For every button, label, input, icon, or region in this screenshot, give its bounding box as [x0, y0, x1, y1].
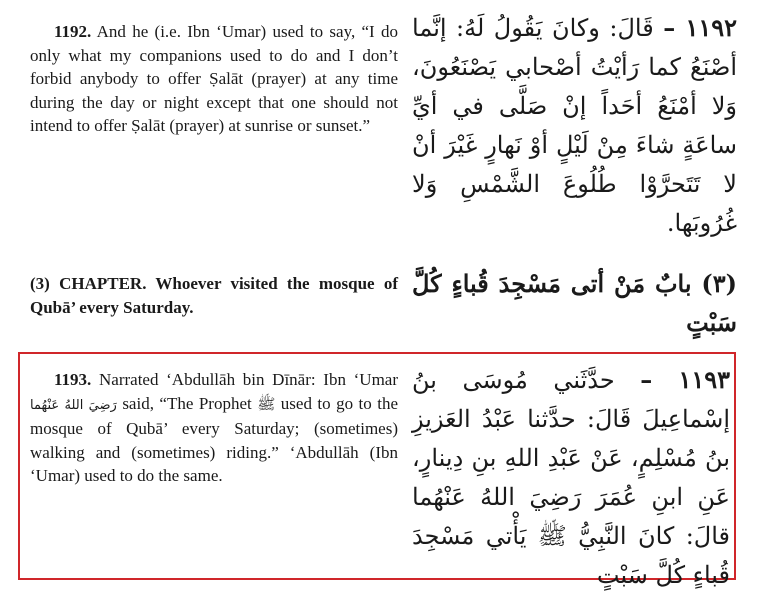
hadith-number: 1193. [54, 370, 92, 389]
hadith-text-part: used to go to the mosque of Qubā’ every Saturday; (sometimes) walking and (sometimes) riding.” ‘Abdullāh (Ibn ‘Umar) used to do the same. [30, 393, 399, 485]
arabic-chapter-title: (٣) بابٌ مَنْ أتى مَسْجِدَ قُباءٍ كُلَّ سَبْتٍ [412, 269, 737, 337]
hadith-1192-arabic [412, 8, 737, 243]
hadith-text: And he (i.e. Ibn ‘Umar) used to say, “I do only what my companions used to do and I don’t forbid anybody to offer Ṣalāt (prayer) at any time during the day or night except that one should not intend to offer Ṣalāt (prayer) at sunrise or sunset.” [30, 22, 398, 135]
hadith-1193-arabic [412, 360, 730, 595]
hadith-number: 1192. [54, 22, 92, 41]
honorific-prophet: ﷺ [257, 394, 276, 413]
chapter-heading-arabic [412, 264, 737, 342]
arabic-hadith-number: ١١٩٣ – [640, 365, 730, 394]
hadith-text-part: said, “The Prophet [122, 393, 252, 413]
chapter-heading-english [30, 272, 398, 319]
arabic-hadith-text: قَالَ: وكانَ يَقُولُ لَهُ: إنَّما أصْنَعُ كما رَأيْتُ أصْحابي يَصْنَعُونَ، وَلا أمْنَعُ أحَداً إنْ صَلَّى في أيِّ ساعَةٍ شاءَ مِنْ لَيْلٍ أوْ نَهارٍ غَيْرَ أنْ لا تَتَحرَّوْا طُلُوعَ الشَّمْسِ وَلا غُرُوبَها. [412, 14, 737, 237]
arabic-hadith-number: ١١٩٢ – [663, 13, 737, 42]
chapter-title: (3) CHAPTER. Whoever visited the mosque of Qubā’ every Saturday. [30, 274, 398, 317]
hadith-1192-english [30, 20, 398, 138]
arabic-hadith-text: حدَّثَني مُوسَى بنُ إسْماعِيلَ قَالَ: حدَّثنا عَبْدُ العَزيزِ بنُ مُسْلِمٍ، عَنْ عَبْدِ اللهِ بنِ دِينارٍ، عَنِ ابنِ عُمَرَ رَضِيَ اللهُ عَنْهُما قالَ: كانَ النَّبِيُّ ﷺ يَأْتي مَسْجِدَ قُباءٍ كُلَّ سَبْتٍ [412, 366, 730, 589]
honorific-ibn-umar: رَضِيَ اللهُ عَنْهُما [30, 397, 117, 413]
hadith-1193-english [30, 368, 398, 488]
hadith-text-part: Narrated ‘Abdullāh bin Dīnār: Ibn ‘Umar [99, 370, 398, 389]
